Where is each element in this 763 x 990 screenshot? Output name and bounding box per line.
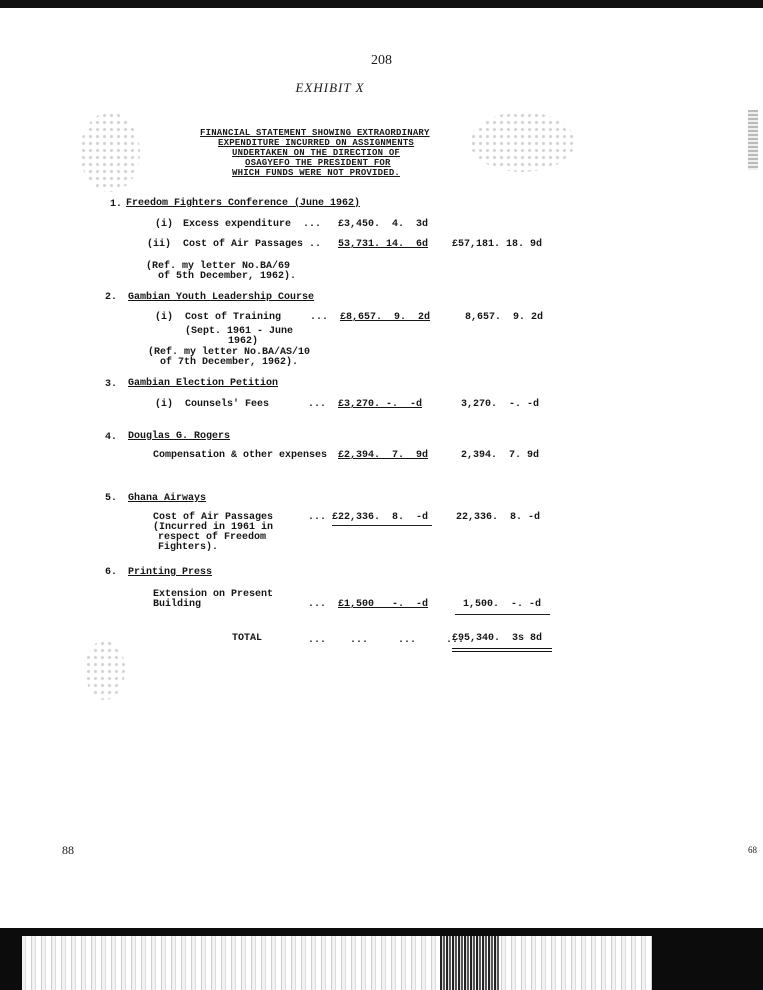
leader-dots: ...: [310, 312, 329, 323]
item-amount: £8,657. 9. 2d: [340, 312, 431, 323]
scan-edge-mark: [748, 110, 758, 170]
item-note: Fighters).: [158, 542, 219, 553]
section-total: 1,500. -. -d: [463, 599, 542, 610]
statement-heading-line: OSAGYEFO THE PRESIDENT FOR: [245, 158, 391, 168]
item-label: Building: [153, 599, 202, 610]
item-number: (i): [155, 399, 174, 410]
section-title: Printing Press: [128, 567, 213, 578]
footer-page-number-left: 88: [62, 843, 74, 857]
exhibit-title: EXHIBIT X: [295, 80, 365, 95]
scan-smudge: [470, 112, 575, 172]
section-number: 3.: [105, 379, 118, 390]
scan-bottom-strip: [22, 936, 652, 990]
total-label: TOTAL: [232, 633, 263, 644]
reference-note: (Ref. my letter No.BA/AS/10: [148, 347, 311, 358]
item-label: Excess expenditure ...: [183, 219, 322, 230]
item-number: (i): [155, 219, 174, 230]
section-total: 8,657. 9. 2d: [465, 312, 544, 323]
item-number: (ii): [147, 239, 172, 250]
totals-column-rule: [455, 614, 550, 615]
statement-heading-line: UNDERTAKEN ON THE DIRECTION OF: [232, 148, 401, 158]
scan-bottom-dark-patch: [440, 936, 500, 990]
item-label: Counsels' Fees: [185, 399, 270, 410]
section-total: 3,270. -. -d: [461, 399, 540, 410]
item-amount-underline: [332, 525, 432, 526]
item-note: respect of Freedom: [158, 532, 267, 543]
item-label: Cost of Training: [185, 312, 282, 323]
section-number: 2.: [105, 292, 118, 303]
leader-dots: ...: [308, 512, 327, 523]
section-number: 4.: [105, 432, 118, 443]
leader-dots: ... ... ... ...: [308, 635, 465, 646]
item-label: Extension on Present: [153, 589, 274, 600]
item-label: Cost of Air Passages: [153, 512, 274, 523]
item-note: (Incurred in 1961 in: [153, 522, 274, 533]
item-label: Compensation & other expenses: [153, 450, 328, 461]
section-title: Ghana Airways: [128, 493, 207, 504]
section-title: Gambian Election Petition: [128, 378, 279, 389]
section-title: Gambian Youth Leadership Course: [128, 292, 315, 303]
item-label: Cost of Air Passages ..: [183, 239, 322, 250]
section-total: 2,394. 7. 9d: [461, 450, 540, 461]
item-amount: £22,336. 8. -d: [332, 512, 429, 523]
statement-heading-line: EXPENDITURE INCURRED ON ASSIGNMENTS: [218, 138, 415, 148]
section-title: Freedom Fighters Conference (June 1962): [126, 198, 361, 209]
section-total: £57,181. 18. 9d: [452, 239, 543, 250]
section-title: Douglas G. Rogers: [128, 431, 231, 442]
reference-note: of 7th December, 1962).: [160, 357, 299, 368]
scan-smudge: [80, 112, 140, 192]
footer-page-number-right: 68: [748, 845, 757, 855]
statement-heading-line: WHICH FUNDS WERE NOT PROVIDED.: [232, 168, 401, 178]
scan-smudge: [85, 640, 125, 700]
item-amount: £1,500 -. -d: [338, 599, 429, 610]
section-number: 6.: [105, 567, 118, 578]
page-number: 208: [371, 53, 392, 68]
item-number: (i): [155, 312, 174, 323]
grand-total-double-underline: [452, 648, 552, 652]
grand-total-amount: £95,340. 3s 8d: [452, 633, 543, 644]
leader-dots: ...: [308, 599, 327, 610]
item-amount: £3,450. 4. 3d: [338, 219, 429, 230]
top-border: [0, 0, 763, 8]
reference-note: of 5th December, 1962).: [158, 271, 297, 282]
section-number: 1.: [110, 199, 123, 210]
section-total: 22,336. 8. -d: [456, 512, 541, 523]
reference-note: (Ref. my letter No.BA/69: [146, 261, 291, 272]
section-number: 5.: [105, 493, 118, 504]
item-note: 1962): [228, 336, 259, 347]
item-amount: £2,394. 7. 9d: [338, 450, 429, 461]
item-amount: £3,270. -. -d: [338, 399, 423, 410]
item-amount: 53,731. 14. 6d: [338, 239, 429, 250]
item-note: (Sept. 1961 - June: [185, 326, 294, 337]
statement-heading-line: FINANCIAL STATEMENT SHOWING EXTRAORDINARY: [200, 128, 430, 138]
leader-dots: ...: [308, 399, 327, 410]
